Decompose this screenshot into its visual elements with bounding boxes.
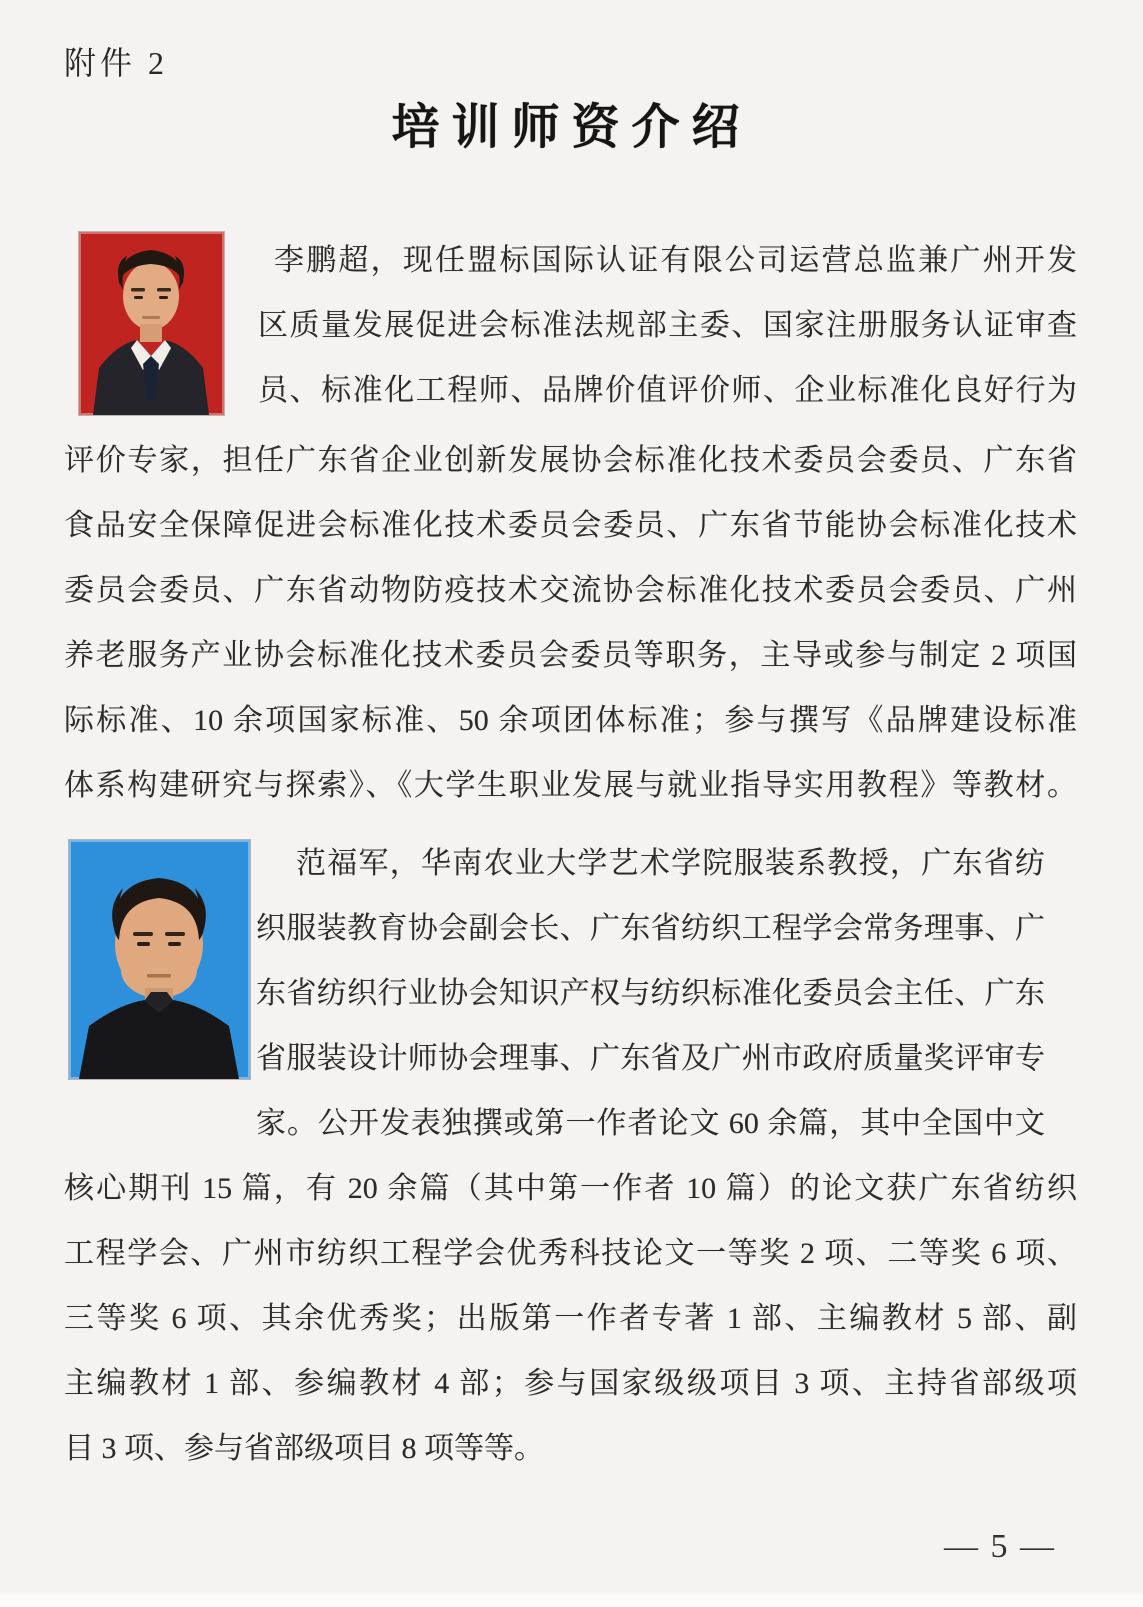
bio1-text-line: 养老服务产业协会标准化技术委员会委员等职务，主导或参与制定 2 项国 [64, 639, 1077, 672]
bio2-text-line: 范福军，华南农业大学艺术学院服装系教授，广东省纺 [296, 847, 1045, 880]
bio1-text-line: 委员会委员、广东省动物防疫技术交流协会标准化技术委员会委员、广州 [64, 574, 1077, 607]
bio2-text-line: 三等奖 6 项、其余优秀奖；出版第一作者专著 1 部、主编教材 5 部、副 [64, 1302, 1077, 1335]
bio1-text-line: 体系构建研究与探索》、《大学生职业发展与就业指导实用教程》等教材。 [64, 769, 1077, 802]
bio2-text-line: 家。公开发表独撰或第一作者论文 60 余篇，其中全国中文 [256, 1107, 1045, 1140]
bio2-text-line: 省服装设计师协会理事、广东省及广州市政府质量奖评审专 [256, 1042, 1045, 1075]
scan-edge [0, 1594, 1143, 1607]
bio2-text-line: 主编教材 1 部、参编教材 4 部；参与国家级级项目 3 项、主持省部级项 [64, 1367, 1077, 1400]
bio2-text-line: 目 3 项、参与省部级项目 8 项等等。 [64, 1432, 544, 1465]
page-title: 培训师资介绍 [391, 101, 752, 154]
bio2-text-line: 工程学会、广州市纺织工程学会优秀科技论文一等奖 2 项、二等奖 6 项、 [64, 1237, 1077, 1270]
bio2-text-line: 核心期刊 15 篇，有 20 余篇（其中第一作者 10 篇）的论文获广东省纺织 [64, 1172, 1077, 1205]
portrait-illustration-bio1 [79, 232, 224, 415]
bio2-text-line: 东省纺织行业协会知识产权与纺织标准化委员会主任、广东 [256, 977, 1045, 1010]
bio1-text-line: 李鹏超，现任盟标国际认证有限公司运营总监兼广州开发 [274, 244, 1077, 277]
portrait-photo-bio2 [68, 839, 251, 1080]
attachment-label: 附件 2 [64, 45, 169, 81]
portrait-photo-bio1 [78, 231, 225, 416]
portrait-illustration-bio2 [69, 840, 250, 1079]
bio2-text-line: 织服装教育协会副会长、广东省纺织工程学会常务理事、广 [256, 912, 1045, 945]
page-number: — 5 — [944, 1528, 1056, 1565]
bio1-text-line: 区质量发展促进会标准法规部主委、国家注册服务认证审查 [258, 309, 1077, 342]
bio1-text-line: 食品安全保障促进会标准化技术委员会委员、广东省节能协会标准化技术 [64, 509, 1077, 542]
bio1-text-line: 际标准、10 余项国家标准、50 余项团体标准；参与撰写《品牌建设标准 [64, 704, 1077, 737]
bio1-text-line: 评价专家，担任广东省企业创新发展协会标准化技术委员会委员、广东省 [64, 444, 1077, 477]
bio1-text-line: 员、标准化工程师、品牌价值评价师、企业标准化良好行为 [258, 374, 1077, 407]
